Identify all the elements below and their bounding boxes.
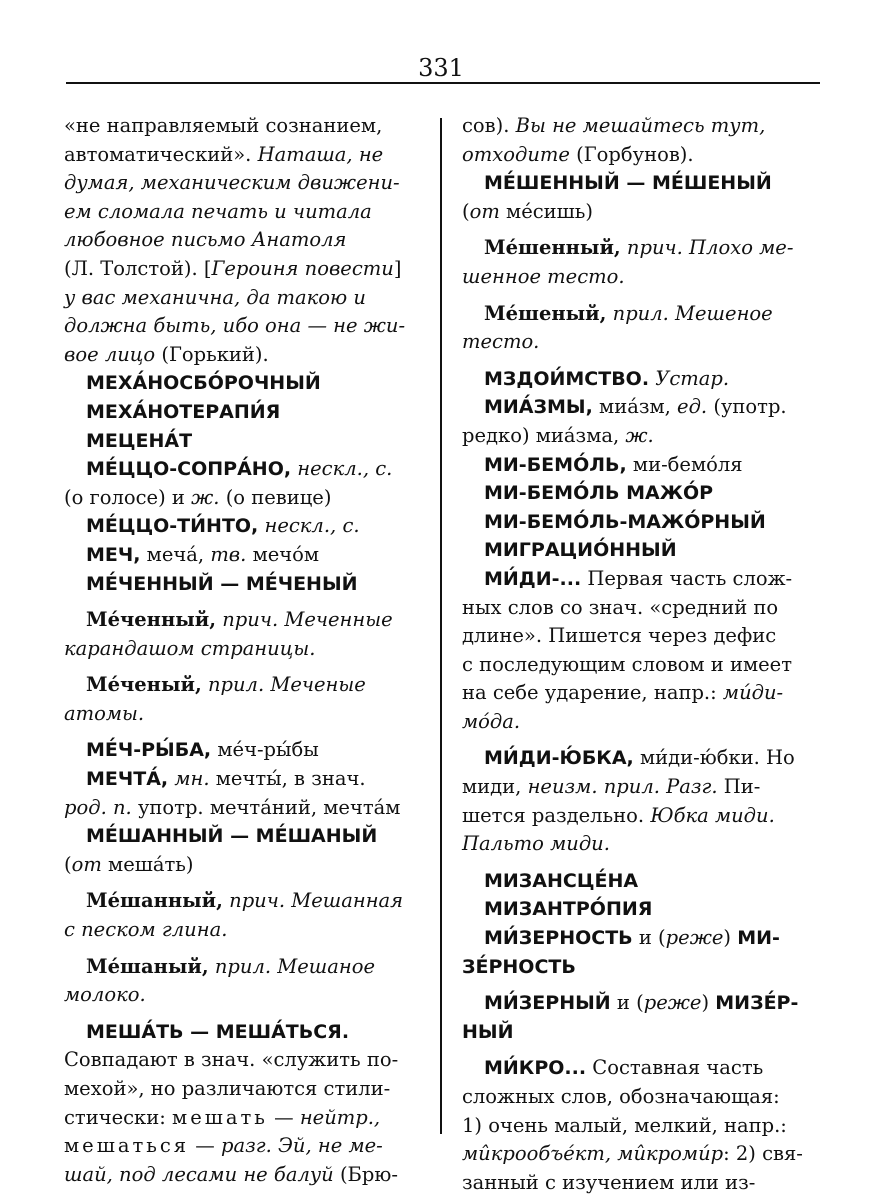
example: Вы не мешайтесь тут,	[515, 114, 766, 137]
example: разг. Эй, не ме-	[221, 1134, 383, 1158]
example: прил. Мешаное	[214, 954, 376, 978]
page-number: 331	[418, 54, 464, 82]
text-line: с последующим словом и имеет	[462, 652, 793, 676]
text: (о певице)	[225, 485, 332, 509]
text-line	[462, 1140, 814, 1169]
text: (	[462, 199, 470, 223]
text-line: мехой», но различаются стили-	[64, 1077, 391, 1100]
source: сов).	[462, 114, 510, 137]
example-line: любовное письмо Анатоля	[64, 228, 347, 252]
grammar-note: нейтр.,	[299, 1105, 381, 1129]
grammar-note: нескл., с.	[297, 457, 393, 481]
text: Пи-	[723, 775, 761, 799]
headword: МИ-БЕМО́ЛЬ МАЖО́Р	[484, 482, 714, 505]
text-line: Совпадают в знач. «служить по-	[64, 1048, 399, 1072]
example-line: Пальто миди.	[462, 832, 610, 856]
grammar-note: мн.	[174, 767, 210, 791]
entry-line	[462, 234, 814, 263]
grammar-note: неизм. прил. Разг.	[527, 775, 718, 799]
entry-line	[64, 671, 416, 700]
example-line: тесто.	[462, 330, 540, 354]
text: «не направляемый сознанием,	[64, 114, 383, 137]
headword: МИЗАНТРО́ПИЯ	[484, 898, 653, 921]
text-line	[462, 198, 814, 227]
grammar-note: род. п.	[64, 795, 132, 819]
text-line: сложных слов, обозначающая:	[462, 1085, 780, 1108]
subentry-word: Ме́ченый,	[86, 673, 202, 697]
headword: МИ́КРО...	[484, 1057, 587, 1080]
form: миа́зм,	[599, 395, 671, 419]
grammar-note: реже	[665, 926, 724, 950]
grammar-note: тв.	[210, 542, 247, 566]
headword: МЕ́ШАННЫЙ — МЕ́ШАНЫЙ	[86, 825, 378, 848]
text-line	[64, 255, 416, 284]
text: (о голосе) и	[64, 485, 185, 509]
text: —	[195, 1134, 215, 1158]
example-line: молоко.	[64, 983, 146, 1007]
text: редко) миа́зма,	[462, 423, 620, 447]
grammar-note: от	[469, 199, 500, 223]
headword: МЕ́Ч-РЫ́БА,	[86, 739, 212, 762]
headword: МИГРАЦИО́ННЫЙ	[484, 539, 677, 562]
text: на себе ударение, напр.:	[462, 681, 717, 705]
text-line	[64, 484, 416, 513]
headword: МЕХА́НОТЕРАПИ́Я	[86, 400, 281, 423]
source: (Горький).	[161, 342, 269, 366]
text: (	[64, 852, 72, 876]
text-line: ных слов со знач. «средний по	[462, 595, 779, 619]
headword: МЕЧ,	[86, 543, 141, 566]
headword: МИ́ДИ-Ю́БКА,	[484, 747, 634, 770]
text-line: длине». Пишется через дефис	[462, 624, 777, 648]
grammar-note: Устар.	[655, 366, 730, 390]
text-line	[462, 112, 814, 141]
column-divider	[440, 118, 442, 1134]
spaced-word: мешаться	[64, 1134, 190, 1158]
text: автоматический».	[64, 142, 252, 166]
text: Составная часть	[592, 1056, 764, 1080]
example: прил. Мешеное	[612, 301, 773, 325]
grammar-note: ж.	[191, 485, 220, 509]
example-line: у вас механична, да такою и	[64, 285, 366, 309]
headword: МИ-	[737, 927, 780, 950]
text-line	[462, 422, 814, 451]
text: : 2) свя-	[723, 1142, 803, 1166]
grammar-note: от	[71, 852, 102, 876]
entry-line	[64, 765, 416, 794]
example-line: атомы.	[64, 701, 145, 725]
example: Юбка миди.	[650, 803, 775, 827]
example-line: думая, механическим движени-	[64, 171, 400, 195]
headword: МЕША́ТЬ — МЕША́ТЬСЯ.	[86, 1020, 350, 1043]
headword: МИ́ЗЕРНЫЙ	[484, 992, 611, 1015]
entry-line	[462, 393, 814, 422]
entry-line	[462, 924, 814, 953]
text-line	[64, 1132, 416, 1161]
headword: МИЗАНСЦЕ́НА	[484, 869, 639, 892]
entry-line	[462, 565, 814, 594]
example-line: карандашом страницы.	[64, 636, 316, 660]
text-line	[462, 802, 814, 831]
subentry-word: Ме́шанный,	[86, 889, 223, 913]
grammar-note: ж.	[625, 423, 654, 447]
example: вое лицо	[64, 342, 156, 366]
example-line: должна быть, ибо она — не жи-	[64, 314, 406, 338]
text: —	[274, 1105, 294, 1129]
headword: ЗЕ́РНОСТЬ	[462, 955, 576, 978]
headword: МЗДОИ́МСТВО.	[484, 367, 650, 390]
text: шется раздельно.	[462, 803, 645, 827]
text: Первая часть слож-	[587, 566, 793, 590]
headword: МЕЧТА́,	[86, 768, 169, 791]
text-line	[64, 1161, 416, 1190]
example: прич. Плохо ме-	[626, 236, 794, 260]
entry-line	[64, 887, 416, 916]
text: меша́ть)	[108, 852, 194, 876]
example: ми̂крообъе́кт, ми̂кроми́р	[462, 1142, 724, 1166]
text: (употр.	[713, 395, 787, 419]
example-line: ем сломала печать и читала	[64, 199, 372, 223]
headword: МИ́ЗЕРНОСТЬ	[484, 927, 633, 950]
example: прил. Меченые	[207, 673, 366, 697]
text-line	[462, 773, 814, 802]
text: ]	[393, 256, 402, 280]
example-line: с песком глина.	[64, 918, 228, 942]
headword: МЕ́ЦЦО-СОПРА́НО,	[86, 458, 292, 481]
entry-line	[462, 989, 814, 1018]
text: ме́сишь)	[506, 199, 594, 223]
headword: МЕ́ШЕННЫЙ — МЕ́ШЕНЫЙ	[484, 172, 772, 195]
headword: МЕЦЕНА́Т	[86, 429, 193, 452]
example: Героиня повести	[211, 256, 394, 280]
text: и (	[616, 991, 644, 1015]
entry-line	[462, 451, 814, 480]
form: мечо́м	[252, 542, 320, 566]
text-line	[462, 679, 814, 708]
text-line	[64, 1104, 416, 1133]
example: отходите	[462, 142, 570, 166]
headword: МЕ́ЧЕННЫЙ — МЕ́ЧЕНЫЙ	[86, 572, 358, 595]
form: ме́ч-ры́бы	[217, 738, 319, 762]
right-column	[462, 112, 814, 1197]
subentry-word: Ме́ченный,	[86, 608, 217, 632]
text: (Л. Толстой). [	[64, 256, 212, 280]
example: шай, под лесами не балуй	[64, 1162, 334, 1186]
text: )	[701, 991, 710, 1015]
headword: МИА́ЗМЫ,	[484, 396, 593, 419]
text-line	[64, 141, 416, 170]
entry-line	[64, 455, 416, 484]
headword: МИ-БЕМО́ЛЬ-МАЖО́РНЫЙ	[484, 510, 766, 533]
entry-line	[462, 365, 814, 394]
text: )	[723, 926, 732, 950]
subentry-word: Ме́шаный,	[86, 954, 209, 978]
entry-line	[64, 606, 416, 635]
grammar-note: реже	[643, 991, 702, 1015]
source: (Горбунов).	[576, 142, 694, 166]
headword: МИ-БЕМО́ЛЬ,	[484, 453, 627, 476]
entry-line	[64, 512, 416, 541]
example: ми́ди-	[722, 681, 784, 705]
text-line	[64, 794, 416, 823]
entry-line	[462, 1054, 814, 1083]
text-line	[64, 341, 416, 370]
subentry-word: Ме́шеный,	[484, 301, 607, 325]
headword: НЫЙ	[462, 1020, 514, 1043]
left-column	[64, 112, 416, 1189]
grammar-note: ед.	[677, 395, 708, 419]
text: стически:	[64, 1105, 166, 1129]
text-line: занный с изучением или из-	[462, 1170, 756, 1194]
form: меча́,	[146, 542, 205, 566]
example-line: мо́да.	[462, 709, 521, 733]
text-line: 1) очень малый, мелкий, напр.:	[462, 1113, 787, 1137]
text: и (	[638, 926, 666, 950]
headword: МЕ́ЦЦО-ТИ́НТО,	[86, 515, 259, 538]
text: миди,	[462, 775, 522, 799]
text: употр. мечта́ний, мечта́м	[137, 795, 401, 819]
example: прич. Мешанная	[229, 889, 404, 913]
entry-line	[64, 953, 416, 982]
headword: МИЗЕ́Р-	[715, 992, 799, 1015]
form: ми-бемо́ля	[632, 452, 743, 476]
text-line	[64, 851, 416, 880]
subentry-word: Ме́шенный,	[484, 236, 621, 260]
header-rule	[66, 82, 820, 84]
source: (Брю-	[339, 1162, 398, 1186]
entry-line	[462, 744, 814, 773]
entry-line	[462, 300, 814, 329]
example: прич. Меченные	[222, 608, 393, 632]
entry-line	[64, 736, 416, 765]
headword: МИ́ДИ-...	[484, 567, 582, 590]
text: ми́ди-ю́бки. Но	[639, 746, 795, 770]
text-line	[64, 112, 416, 141]
text-line	[462, 141, 814, 170]
headword: МЕХА́НОСБО́РОЧНЫЙ	[86, 372, 321, 395]
example: Наташа, не	[257, 142, 384, 166]
grammar-note: нескл., с.	[264, 514, 360, 538]
example-line: шенное тесто.	[462, 264, 625, 288]
entry-line	[64, 541, 416, 570]
form: мечты́, в знач.	[215, 767, 366, 791]
spaced-word: мешать	[172, 1105, 268, 1129]
